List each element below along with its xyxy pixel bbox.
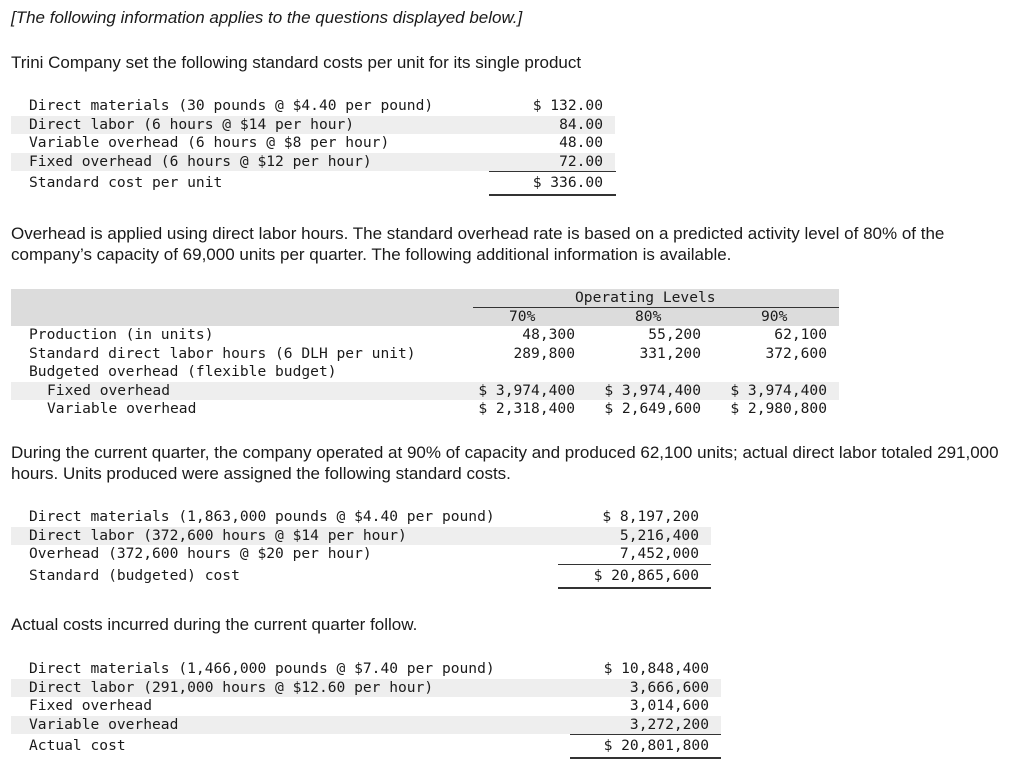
value-70: $ 2,318,400: [478, 400, 575, 417]
row-label: Fixed overhead: [29, 697, 153, 714]
row-value: $ 10,848,400: [603, 660, 709, 677]
value-80: 55,200: [648, 326, 701, 343]
row-value: 72.00: [559, 152, 603, 170]
paragraph-standard-costs: Trini Company set the following standard costs per unit for its single product: [11, 53, 582, 72]
value-70: 48,300: [522, 326, 575, 343]
total-value: $ 20,801,800: [603, 737, 709, 754]
row-value: 48.00: [559, 134, 603, 151]
value-90: 62,100: [774, 326, 827, 343]
intro-note: [The following information applies to the questions displayed below.]: [11, 8, 523, 27]
value-70: 289,800: [513, 344, 575, 362]
table-row: [11, 527, 711, 546]
value-90: $ 2,980,800: [730, 400, 827, 417]
total-value: $ 20,865,600: [593, 566, 699, 584]
table-row: [11, 545, 711, 564]
row-value: 3,666,600: [629, 678, 709, 696]
row-label: Standard direct labor hours (6 DLH per unit): [29, 344, 416, 362]
total-label: Standard (budgeted) cost: [29, 566, 240, 584]
row-value: 3,014,600: [629, 697, 709, 714]
table-row: [11, 134, 615, 153]
paragraph-current-quarter: During the current quarter, the company operated at 90% of capacity and produced 62,100 units; actual direct labor totaled 291,000 hours. Units produced were assigned the following standard costs.: [11, 443, 999, 483]
table-row: [11, 716, 721, 735]
row-label: Direct materials (1,466,000 pounds @ $7.40 per pound): [29, 660, 495, 677]
row-label: Direct labor (291,000 hours @ $12.60 per hour): [29, 678, 434, 696]
level-header-row: [11, 307, 839, 326]
total-label: Actual cost: [29, 737, 126, 754]
table-row: [11, 697, 721, 716]
row-label: Variable overhead (6 hours @ $8 per hour): [29, 134, 390, 151]
total-row: [11, 734, 721, 758]
table-row: [11, 508, 711, 527]
value-90: 372,600: [765, 344, 827, 362]
row-label: Budgeted overhead (flexible budget): [29, 363, 337, 380]
table-row: [11, 326, 839, 345]
table-row: [11, 345, 839, 364]
value-80: $ 2,649,600: [604, 400, 701, 417]
operating-title: Operating Levels: [575, 289, 716, 306]
value-90: $ 3,974,400: [730, 381, 827, 399]
actual-costs-table: [11, 660, 721, 758]
table-row: [11, 679, 721, 698]
value-70: $ 3,974,400: [478, 381, 575, 399]
row-value: 7,452,000: [619, 545, 699, 562]
row-value: $ 132.00: [532, 97, 603, 114]
operating-header: [11, 289, 839, 307]
row-value: $ 8,197,200: [602, 508, 699, 525]
value-80: $ 3,974,400: [604, 381, 701, 399]
row-label: Direct materials (1,863,000 pounds @ $4.40 per pound): [29, 508, 495, 525]
table-row: [11, 363, 839, 382]
table-row: [11, 400, 839, 419]
assigned-costs-table: [11, 508, 711, 588]
table-row: [11, 97, 615, 116]
table-row: [11, 116, 615, 135]
row-value: 3,272,200: [629, 715, 709, 733]
operating-levels-table: [11, 289, 839, 419]
row-value: 84.00: [559, 115, 603, 133]
row-label: Direct materials (30 pounds @ $4.40 per pound): [29, 97, 434, 114]
value-80: 331,200: [639, 344, 701, 362]
total-row: [11, 171, 615, 195]
table-row: [11, 382, 839, 401]
table-row: [11, 153, 615, 172]
total-label: Standard cost per unit: [29, 174, 223, 191]
row-label: Fixed overhead (6 hours @ $12 per hour): [29, 152, 372, 170]
level-80: 80%: [635, 308, 662, 325]
total-row: [11, 564, 711, 588]
row-label: Overhead (372,600 hours @ $20 per hour): [29, 545, 372, 562]
level-90: 90%: [761, 308, 788, 325]
row-label: Production (in units): [29, 326, 214, 343]
row-label: Direct labor (6 hours @ $14 per hour): [29, 115, 355, 133]
total-value: $ 336.00: [532, 174, 603, 191]
level-70: 70%: [509, 308, 536, 325]
row-label: Fixed overhead: [47, 381, 171, 399]
table-row: [11, 660, 721, 679]
standard-costs-table: [11, 97, 615, 195]
paragraph-actual-costs: Actual costs incurred during the current quarter follow.: [11, 615, 418, 634]
row-label: Variable overhead: [29, 715, 179, 733]
row-label: Direct labor (372,600 hours @ $14 per hour): [29, 526, 407, 544]
row-label: Variable overhead: [47, 400, 197, 417]
paragraph-overhead: Overhead is applied using direct labor hours. The standard overhead rate is based on a predicted activity level of 80% of the company’s capacity of 69,000 units per quarter. The following additional information is available.: [11, 224, 945, 264]
row-value: 5,216,400: [619, 526, 699, 544]
